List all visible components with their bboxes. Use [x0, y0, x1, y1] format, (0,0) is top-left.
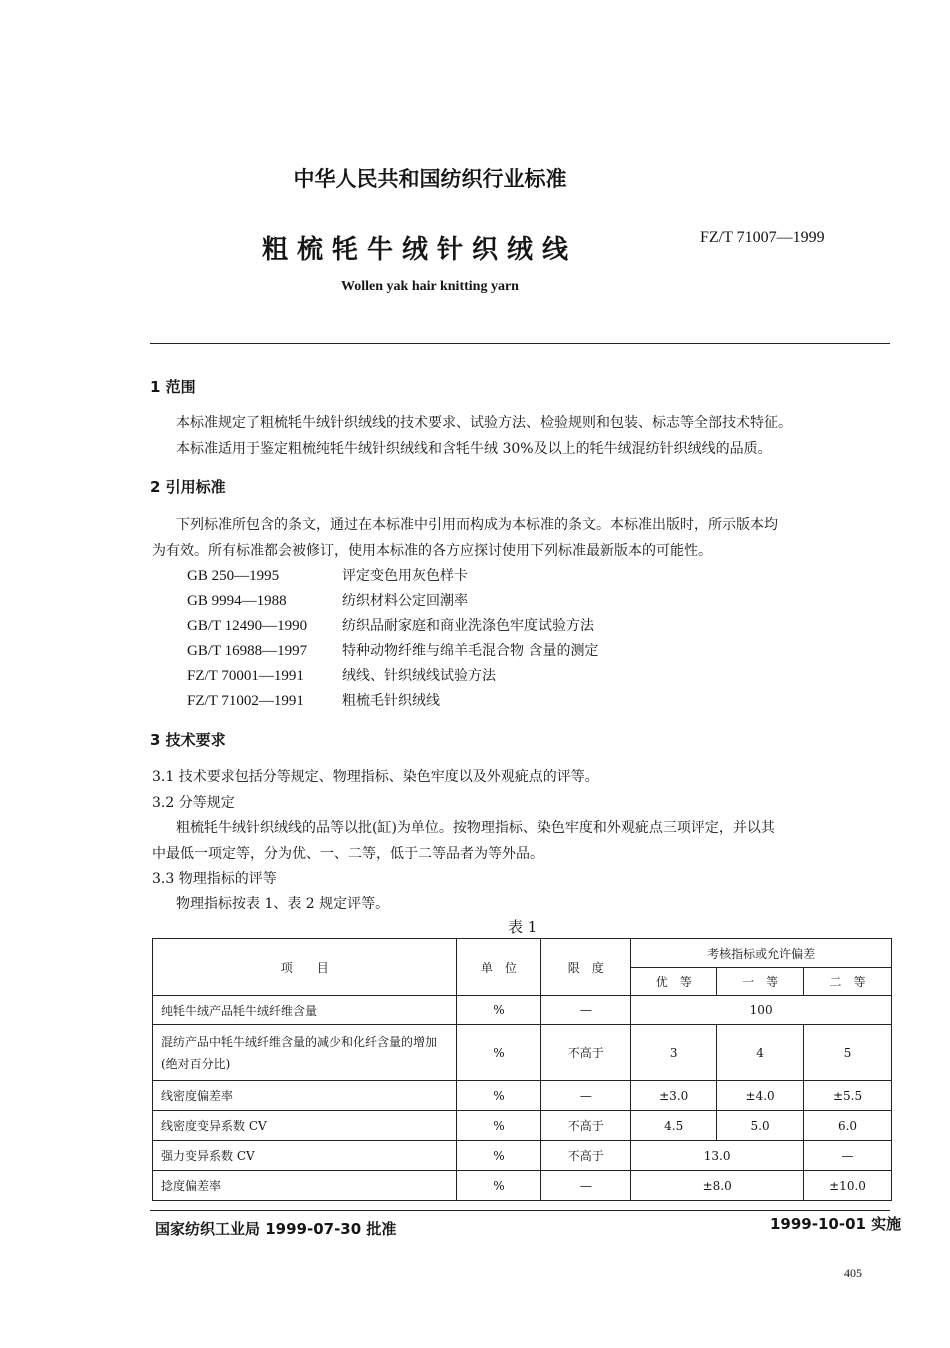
table-row — [153, 1111, 892, 1141]
cell-unit: % — [457, 1025, 541, 1081]
section-1-heading: 1 范围 — [150, 378, 196, 396]
reference-name: 特种动物纤维与绵羊毛混合物 含量的测定 — [342, 643, 599, 659]
cell-unit: % — [457, 1111, 541, 1141]
table-row — [153, 1081, 892, 1111]
cell-grade-3: ±10.0 — [804, 1171, 892, 1201]
reference-code: GB 250—1995 — [187, 568, 280, 584]
reference-name: 纺织材料公定回潮率 — [342, 593, 468, 609]
table-row — [153, 1025, 892, 1081]
header-grade-2: 一 等 — [717, 968, 804, 996]
reference-item — [187, 615, 594, 635]
table-1-caption: 表 1 — [508, 918, 538, 936]
header-grade-1: 优 等 — [631, 968, 717, 996]
cell-unit: % — [457, 996, 541, 1025]
header-limit: 限 度 — [541, 939, 631, 996]
cell-grade-3: 6.0 — [804, 1111, 892, 1141]
reference-item — [187, 565, 468, 585]
cell-grade-3: ±5.5 — [804, 1081, 892, 1111]
reference-code: GB/T 16988—1997 — [187, 643, 308, 659]
cell-grade-3: — — [804, 1141, 892, 1171]
cell-item: 纯牦牛绒产品牦牛绒纤维含量 — [153, 996, 457, 1025]
reference-code: FZ/T 71002—1991 — [187, 693, 304, 709]
reference-item — [187, 590, 468, 610]
cell-grade-2: ±4.0 — [717, 1081, 804, 1111]
section-2-heading: 2 引用标准 — [150, 478, 226, 496]
header-grade-3: 二 等 — [804, 968, 892, 996]
cell-limit: — — [541, 1081, 631, 1111]
clause-3-3-heading: 3.3 物理指标的评等 — [152, 871, 277, 887]
table-row — [153, 996, 892, 1025]
section-3-heading: 3 技术要求 — [150, 731, 226, 749]
page-number: 405 — [844, 1266, 862, 1280]
cell-item: 强力变异系数 CV — [153, 1141, 457, 1171]
org-title: 中华人民共和国纺织行业标准 — [293, 167, 567, 191]
cell-grade-1: ±3.0 — [631, 1081, 717, 1111]
standard-title: 粗梳牦牛绒针织绒线 — [262, 235, 578, 265]
reference-code: GB 9994—1988 — [187, 593, 287, 609]
section-1-para-1: 本标准规定了粗梳牦牛绒针织绒线的技术要求、试验方法、检验规则和包装、标志等全部技术特征。 — [176, 415, 792, 431]
reference-item — [187, 690, 440, 710]
clause-3-2-para-line-2: 中最低一项定等，分为优、一、二等，低于二等品者为等外品。 — [152, 846, 544, 862]
section-2-para-line-2: 为有效。所有标准都会被修订，使用本标准的各方应探讨使用下列标准最新版本的可能性。 — [152, 543, 712, 559]
table-row — [153, 1171, 892, 1201]
clause-3-1: 3.1 技术要求包括分等规定、物理指标、染色牢度以及外观疵点的评等。 — [152, 769, 599, 785]
implementation-date: 1999-10-01 实施 — [770, 1215, 902, 1233]
cell-item: 混纺产品中牦牛绒纤维含量的减少和化纤含量的增加(绝对百分比) — [153, 1025, 457, 1081]
table-row — [153, 1141, 892, 1171]
cell-grade-2: 4 — [717, 1025, 804, 1081]
cell-limit: 不高于 — [541, 1025, 631, 1081]
reference-item — [187, 640, 598, 660]
cell-limit: — — [541, 1171, 631, 1201]
standard-code: FZ/T 71007—1999 — [700, 229, 825, 246]
cell-item: 线密度变异系数 CV — [153, 1111, 457, 1141]
reference-name: 纺织品耐家庭和商业洗涤色牢度试验方法 — [342, 618, 594, 634]
cell-grade-1-2: 13.0 — [631, 1141, 804, 1171]
cell-limit: — — [541, 996, 631, 1025]
section-1-para-2: 本标准适用于鉴定粗梳纯牦牛绒针织绒线和含牦牛绒 30%及以上的牦牛绒混纺针织绒线的品质。 — [176, 441, 772, 457]
header-item: 项 目 — [153, 939, 457, 996]
english-title: Wollen yak hair knitting yarn — [341, 279, 519, 294]
section-2-para-line-1: 下列标准所包含的条文，通过在本标准中引用而构成为本标准的条文。本标准出版时，所示版本均 — [176, 517, 778, 533]
table-1 — [152, 938, 892, 1201]
reference-code: GB/T 12490—1990 — [187, 618, 308, 634]
cell-grade-2: 5.0 — [717, 1111, 804, 1141]
reference-name: 粗梳毛针织绒线 — [342, 693, 440, 709]
cell-value: 100 — [631, 996, 892, 1025]
cell-grade-1: 3 — [631, 1025, 717, 1081]
reference-name: 评定变色用灰色样卡 — [342, 568, 468, 584]
cell-unit: % — [457, 1081, 541, 1111]
reference-code: FZ/T 70001—1991 — [187, 668, 304, 684]
approval-note: 国家纺织工业局 1999-07-30 批准 — [155, 1220, 397, 1238]
cell-limit: 不高于 — [541, 1111, 631, 1141]
cell-limit: 不高于 — [541, 1141, 631, 1171]
clause-3-3-para: 物理指标按表 1、表 2 规定评等。 — [176, 896, 390, 912]
header-unit: 单 位 — [457, 939, 541, 996]
reference-item — [187, 665, 496, 685]
table-header-row — [153, 939, 892, 968]
cell-item: 捻度偏差率 — [153, 1171, 457, 1201]
cell-unit: % — [457, 1141, 541, 1171]
cell-grade-1-2: ±8.0 — [631, 1171, 804, 1201]
cell-unit: % — [457, 1171, 541, 1201]
header-rule — [150, 343, 890, 344]
header-group: 考核指标或允许偏差 — [631, 939, 892, 968]
clause-3-2-heading: 3.2 分等规定 — [152, 795, 235, 811]
clause-3-2-para-line-1: 粗梳牦牛绒针织绒线的品等以批(缸)为单位。按物理指标、染色牢度和外观疵点三项评定，并以其 — [176, 820, 775, 836]
footer-rule — [150, 1210, 890, 1211]
cell-grade-3: 5 — [804, 1025, 892, 1081]
reference-name: 绒线、针织绒线试验方法 — [342, 668, 496, 684]
cell-grade-1: 4.5 — [631, 1111, 717, 1141]
cell-item: 线密度偏差率 — [153, 1081, 457, 1111]
